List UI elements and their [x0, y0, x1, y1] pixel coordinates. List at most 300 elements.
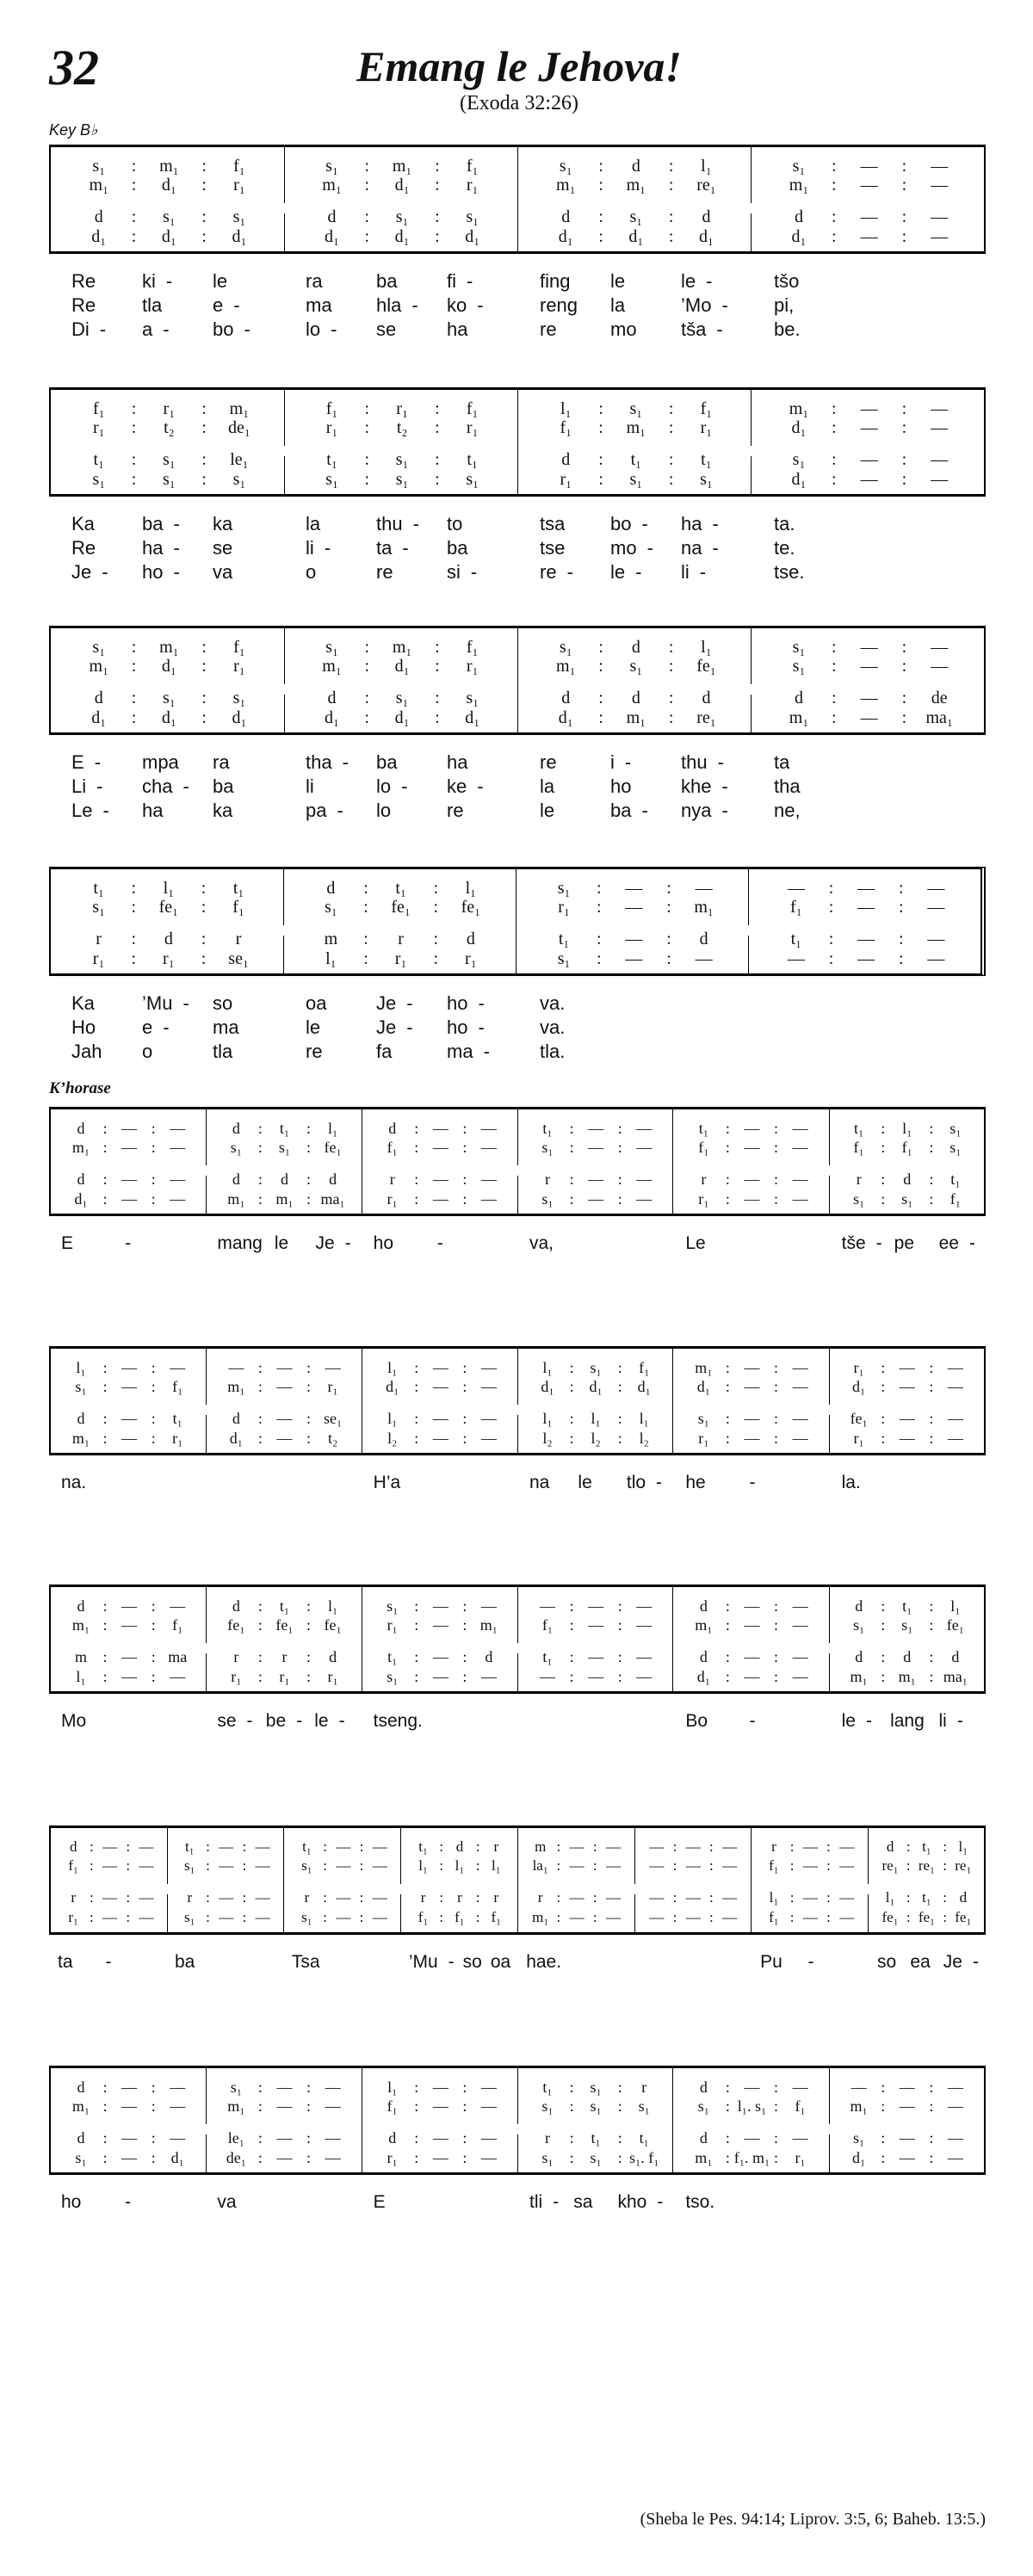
note — [471, 1359, 507, 1377]
note — [610, 470, 662, 490]
note — [844, 689, 895, 708]
note — [315, 1171, 351, 1189]
hyphen: - — [233, 294, 240, 316]
note-text: — — [744, 1409, 760, 1427]
note-text: f₁ — [790, 898, 802, 917]
note — [610, 418, 662, 438]
bass-part — [51, 227, 284, 246]
note — [578, 1597, 614, 1615]
alto-part — [518, 1856, 634, 1875]
colon-text: : — [668, 207, 674, 226]
lyric-measure — [752, 775, 986, 799]
alto-part — [51, 1377, 206, 1396]
syllable-text: li — [938, 1711, 947, 1731]
note — [529, 2129, 566, 2147]
note — [681, 708, 733, 728]
note-text: — — [722, 1889, 738, 1906]
beat-separator — [459, 1616, 471, 1634]
beat-separator — [894, 708, 913, 728]
note-text: r₁ — [853, 1358, 864, 1376]
colon-text: : — [598, 418, 603, 437]
note-text: — — [432, 1119, 448, 1137]
syllable — [681, 513, 733, 535]
note — [937, 1430, 974, 1448]
syllable — [213, 270, 264, 293]
lyric-measure — [673, 1232, 829, 1256]
note-text: d — [94, 207, 103, 226]
alto-part — [283, 898, 516, 917]
note — [937, 2149, 974, 2167]
note-text: d — [77, 2128, 85, 2147]
syllable-wrap: ho — [61, 2192, 82, 2212]
syllable-text: bo — [610, 513, 632, 534]
hyphen: - — [94, 751, 102, 773]
note-text: l₁ — [769, 1889, 779, 1906]
note — [471, 2149, 507, 2167]
syllable-wrap — [376, 537, 409, 559]
lyric-measure — [49, 799, 283, 823]
note-text: l₁ — [591, 1409, 601, 1427]
note — [445, 949, 496, 969]
colon-text: : — [596, 879, 602, 898]
note — [715, 1857, 743, 1875]
note — [685, 1171, 721, 1189]
syllable — [61, 1473, 97, 1493]
note-text: — — [839, 1857, 855, 1874]
lyric-measure — [752, 1040, 986, 1064]
alto-part — [206, 1377, 361, 1396]
hyphen: - — [467, 270, 473, 292]
bass-part — [748, 949, 980, 968]
colon-text: : — [556, 1889, 561, 1906]
colon-text: : — [617, 1377, 622, 1395]
hyphen: - — [163, 1016, 170, 1038]
note-text: de — [931, 689, 948, 707]
note — [796, 1909, 824, 1926]
beat-separator — [707, 1889, 715, 1906]
beat-separator — [662, 708, 681, 728]
syllable-wrap: lang — [890, 1711, 925, 1731]
colon-text: : — [898, 949, 904, 968]
note — [376, 227, 428, 247]
soprano-part — [51, 1119, 206, 1138]
beat-separator — [904, 1909, 912, 1926]
syllable — [142, 537, 194, 559]
note-text: d₁ — [232, 227, 247, 246]
beat-separator — [925, 1597, 937, 1615]
note — [143, 879, 194, 899]
hyphen: - — [635, 561, 642, 583]
beat-separator — [591, 1857, 599, 1875]
colon-text: : — [306, 1138, 312, 1156]
syllable-wrap: Tsa — [291, 1952, 320, 1972]
note — [218, 1616, 254, 1634]
note — [681, 176, 733, 195]
hyphen: - — [641, 800, 648, 821]
beat-separator — [195, 689, 213, 708]
note — [73, 157, 125, 176]
beat-separator — [356, 930, 375, 949]
note — [423, 2129, 459, 2147]
syllable-wrap: ea — [910, 1952, 931, 1972]
note-text: — — [899, 2128, 915, 2147]
syllable-wrap — [142, 270, 172, 293]
note — [63, 1668, 99, 1686]
colon-text: : — [151, 2078, 156, 2096]
beat-separator — [124, 930, 143, 949]
colon-text: : — [881, 1138, 886, 1156]
beat-separator — [614, 1120, 626, 1138]
syllable-wrap: ta. — [774, 513, 795, 534]
beat-separator — [204, 1838, 213, 1856]
tenor-part — [283, 930, 516, 948]
note — [578, 1430, 614, 1448]
note — [375, 949, 426, 969]
note — [159, 2149, 195, 2167]
hyphen: - — [477, 775, 484, 797]
note-text: r₁ — [387, 2148, 398, 2166]
note — [159, 1597, 195, 1615]
beat-separator — [591, 418, 610, 438]
note — [376, 157, 428, 176]
lyric-measure — [752, 991, 986, 1016]
colon-text: : — [709, 1889, 714, 1906]
syllable-text: re — [540, 561, 557, 583]
lyric-measure — [517, 1950, 634, 1974]
colon-text: : — [306, 2097, 312, 2115]
note — [213, 470, 265, 490]
beat-separator — [125, 657, 144, 676]
note-text: d — [485, 1647, 493, 1665]
colon-text: : — [414, 1119, 419, 1137]
syllable — [774, 270, 826, 293]
colon-text: : — [257, 1429, 263, 1447]
colon-text: : — [929, 1647, 934, 1665]
colon-text: : — [881, 1597, 886, 1615]
note-text: — — [625, 930, 643, 948]
note-text: s₁ — [92, 470, 106, 489]
syllable-wrap: Re — [71, 270, 96, 292]
colon-text: : — [832, 689, 837, 707]
hyphen: - — [657, 2192, 664, 2212]
syllable-wrap — [306, 318, 337, 341]
hyphen: - — [296, 1711, 303, 1731]
lyric-measure — [517, 1016, 752, 1040]
beat-separator — [254, 1378, 266, 1396]
syllable — [376, 318, 428, 341]
colon-text: : — [774, 2148, 779, 2166]
note — [911, 879, 962, 899]
note — [889, 1120, 925, 1138]
note-text: t₁ — [922, 1838, 931, 1855]
soprano-part — [284, 1838, 400, 1856]
note — [685, 1430, 721, 1448]
note — [374, 2149, 411, 2167]
note-text: d — [886, 1838, 894, 1855]
note-text: d — [327, 689, 337, 707]
note — [889, 1139, 925, 1157]
note — [578, 1171, 614, 1189]
colon-text: : — [102, 1119, 108, 1137]
beat-separator — [662, 157, 681, 176]
tenor-part — [400, 1888, 516, 1907]
beat-separator — [195, 227, 213, 247]
note — [833, 1889, 861, 1906]
note-text: — — [860, 470, 878, 489]
colon-text: : — [901, 418, 907, 437]
lyric-measure — [49, 536, 283, 560]
note — [782, 2149, 819, 2167]
colon-text: : — [151, 1170, 156, 1188]
note — [447, 418, 498, 438]
beat-separator — [721, 1410, 733, 1428]
beat-separator — [459, 2097, 471, 2116]
syllable — [774, 318, 826, 341]
note-text: d₁ — [325, 227, 340, 246]
colon-text: : — [257, 1377, 263, 1395]
note — [409, 1889, 436, 1906]
syllable — [142, 992, 194, 1015]
measure — [517, 2068, 672, 2172]
note-text: — — [336, 1889, 351, 1906]
alto-part — [517, 1615, 672, 1634]
syllable-wrap: pi, — [774, 294, 795, 316]
syllable — [610, 513, 662, 535]
beat-separator — [721, 2097, 733, 2116]
beat-separator — [614, 1410, 626, 1428]
beat-separator — [566, 1668, 578, 1686]
colon-text: : — [881, 1409, 886, 1427]
note — [218, 1139, 254, 1157]
syllable — [610, 775, 662, 798]
measure — [283, 1828, 400, 1932]
syllable-wrap — [610, 513, 648, 535]
colon-text: : — [151, 1647, 156, 1665]
note — [578, 2129, 614, 2147]
note — [773, 657, 825, 676]
tenor-part — [206, 1170, 361, 1189]
hyphen: - — [173, 561, 180, 583]
tenor-part — [517, 1170, 672, 1189]
note-text: s₁ — [466, 470, 479, 489]
note-text: — — [336, 1857, 351, 1874]
note — [376, 399, 428, 419]
colon-text: : — [832, 399, 837, 418]
colon-text: : — [257, 1667, 263, 1685]
beat-separator — [147, 1359, 159, 1377]
soprano-part — [206, 1358, 361, 1377]
beat-separator — [321, 1909, 330, 1926]
beat-separator — [357, 657, 376, 676]
beat-separator — [87, 1857, 96, 1875]
syllable — [540, 270, 591, 293]
beat-separator — [195, 470, 213, 490]
note-text: m₁ — [71, 2097, 90, 2115]
note-text: f₁ — [232, 898, 244, 917]
alto-part — [829, 1377, 984, 1396]
note — [471, 1378, 507, 1396]
beat-separator — [925, 1190, 937, 1208]
syllable — [540, 775, 591, 798]
beat-separator — [770, 1378, 782, 1396]
syllable — [306, 294, 357, 317]
colon-text: : — [617, 1647, 622, 1665]
syllable — [447, 1016, 498, 1039]
beat-separator — [459, 1120, 471, 1138]
beat-separator — [877, 1430, 889, 1448]
note-text: s₁ — [325, 470, 338, 489]
note — [937, 1616, 974, 1634]
note — [447, 399, 498, 419]
beat-separator — [411, 2079, 423, 2097]
tenor-part — [634, 1888, 751, 1907]
tenor-part — [518, 689, 752, 707]
note — [423, 1120, 459, 1138]
note-text: — — [170, 2128, 186, 2147]
beat-separator — [825, 1909, 833, 1926]
note — [447, 450, 498, 470]
syllable-text: le — [610, 561, 626, 583]
colon-text: : — [725, 1119, 730, 1137]
beat-separator — [721, 1378, 733, 1396]
colon-text: : — [462, 1189, 467, 1208]
beat-separator — [825, 418, 844, 438]
beat-separator — [357, 227, 376, 247]
syllable — [760, 1952, 789, 1973]
note-text: — — [276, 2097, 293, 2115]
measure — [284, 147, 517, 251]
note-text: d — [232, 1409, 240, 1427]
colon-text: : — [201, 418, 207, 437]
beat-separator — [554, 1838, 563, 1856]
soprano-part — [51, 399, 284, 418]
note — [213, 689, 265, 708]
bass-part — [518, 227, 752, 246]
lyric-measure — [752, 1016, 986, 1040]
syllable — [217, 2192, 253, 2213]
note-text: fe₁ — [227, 1615, 245, 1634]
hyphen: - — [641, 513, 648, 534]
colon-text: : — [151, 2128, 156, 2147]
colon-text: : — [774, 1377, 779, 1395]
beat-separator — [356, 898, 375, 917]
note — [844, 207, 895, 227]
syllable-wrap: so — [462, 1952, 482, 1972]
beat-separator — [357, 399, 376, 419]
measure — [634, 1828, 751, 1932]
colon-text: : — [906, 1889, 911, 1906]
note-text: f₁ — [949, 1189, 962, 1208]
colon-text: : — [592, 1889, 597, 1906]
note — [306, 689, 358, 708]
syllable — [374, 2192, 410, 2213]
beat-separator — [411, 1120, 423, 1138]
note-text: — — [569, 1857, 585, 1874]
syllable — [943, 1952, 979, 1973]
beat-separator — [254, 2129, 266, 2147]
note-text: — — [480, 1189, 497, 1208]
note — [563, 1889, 591, 1906]
colon-text: : — [826, 1889, 831, 1906]
note-text: t₁ — [302, 1838, 312, 1855]
note — [218, 1190, 254, 1208]
note — [541, 418, 592, 438]
syllable-wrap — [610, 800, 648, 822]
note-text: — — [588, 1170, 604, 1188]
syllable — [685, 1233, 721, 1254]
note-text: — — [695, 949, 713, 968]
note-text: r — [771, 1838, 776, 1855]
hyphen: - — [470, 561, 478, 583]
syllable — [774, 800, 826, 822]
hyphen: - — [483, 1041, 490, 1062]
lyric-measure — [752, 536, 986, 560]
note-text: s₁ — [466, 689, 479, 707]
note-text: l₂ — [639, 1429, 649, 1447]
note — [482, 1909, 510, 1926]
note-text: d₁ — [465, 227, 480, 246]
note — [73, 949, 124, 969]
note-text: s₁ — [629, 470, 643, 489]
note-text: — — [927, 949, 945, 968]
note — [889, 2149, 925, 2167]
colon-text: : — [668, 450, 674, 469]
note-text: r — [281, 1647, 288, 1665]
bass-part — [284, 708, 517, 727]
note-text: s₁ — [395, 470, 409, 489]
colon-text: : — [789, 1857, 795, 1874]
syllable-text: e — [142, 1016, 153, 1038]
hyphen: - — [656, 1473, 663, 1492]
note-text: l₁. s₁ — [737, 2097, 767, 2115]
colon-text: : — [929, 1170, 934, 1188]
note-text: — — [792, 1138, 808, 1156]
note-text: d₁ — [161, 657, 176, 676]
lyric-measure — [517, 2190, 673, 2215]
lyric-measure — [205, 1709, 361, 1733]
colon-text: : — [832, 176, 837, 195]
soprano-part — [517, 2078, 672, 2097]
beat-separator — [662, 207, 681, 227]
syllable-wrap — [142, 513, 180, 535]
note-text: — — [121, 1597, 138, 1615]
colon-text: : — [102, 2128, 108, 2147]
beat-separator — [788, 1838, 796, 1856]
note-text: ma₁ — [320, 1189, 345, 1208]
note — [366, 1889, 393, 1906]
note-text: t₂ — [327, 1429, 338, 1447]
note — [374, 1597, 411, 1615]
beat-separator — [788, 1909, 796, 1926]
lyric-line-2 — [49, 1016, 986, 1040]
tenor-part — [206, 2128, 361, 2147]
note-text: m₁ — [694, 898, 714, 917]
note-text: — — [170, 1138, 186, 1156]
syllable-wrap — [681, 270, 712, 293]
note-text: r₁ — [560, 470, 572, 489]
note-text: d₁ — [589, 1377, 603, 1395]
syllable — [71, 270, 123, 293]
note — [144, 399, 195, 419]
hyphen: - — [406, 1016, 413, 1038]
syllable-wrap: lo — [376, 800, 392, 821]
syllable — [797, 1952, 826, 1973]
syllable-wrap — [939, 1711, 963, 1732]
note — [330, 1909, 357, 1926]
note — [73, 689, 125, 708]
syllable — [540, 513, 591, 535]
note-text: d — [77, 1170, 85, 1188]
